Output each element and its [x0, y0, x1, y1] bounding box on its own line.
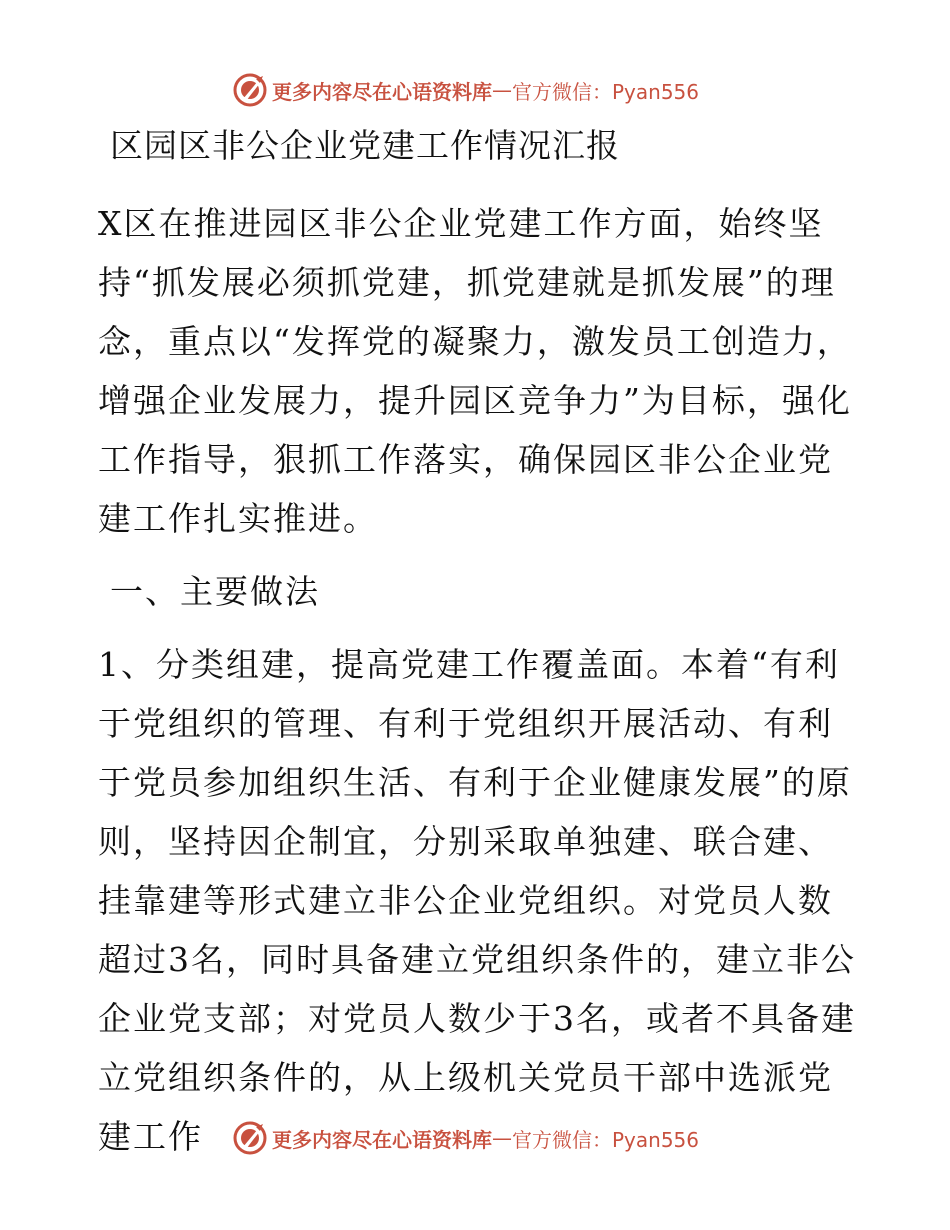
item-one-paragraph: 1、分类组建，提高党建工作覆盖面。本着“有利于党组织的管理、有利于党组织开展活动、有利于党员参加组织生活、有利于企业健康发展”的原则，坚持因企制宜，分别采取单独建、联合建、挂靠建等形式建立非公企业党组织。对党员人数超过3名，同时具备建立党组织条件的，建立非公企业党支部；对党员人数少于3名，或者不具备建立党组织条件的，从上级机关党员干部中选派党建工作	[98, 645, 856, 1156]
watermark-brand-text: 更多内容尽在心语资料库	[272, 1127, 492, 1152]
document-body	[98, 122, 858, 1166]
section-heading: 一、主要做法	[110, 572, 320, 611]
intro-paragraph: X区在推进园区非公企业党建工作方面，始终坚持“抓发展必须抓党建，抓党建就是抓发展”的理念，重点以“发挥党的凝聚力，激发员工创造力，增强企业发展力，提升园区竞争力”为目标，强化工作指导，狠抓工作落实，确保园区非公企业党建工作扎实推进。	[98, 204, 852, 538]
footer-watermark-banner	[232, 1120, 699, 1156]
watermark-separator: —	[492, 1126, 512, 1150]
document-title: 区园区非公企业党建工作情况汇报	[110, 126, 620, 165]
quill-seal-icon	[232, 72, 268, 108]
watermark-separator: —	[492, 78, 512, 102]
quill-seal-icon	[232, 1120, 268, 1156]
header-watermark-banner	[232, 72, 699, 108]
watermark-wechat-text: 官方微信：Pyan556	[512, 1127, 700, 1152]
watermark-brand-text: 更多内容尽在心语资料库	[272, 79, 492, 104]
watermark-wechat-text: 官方微信：Pyan556	[512, 79, 700, 104]
